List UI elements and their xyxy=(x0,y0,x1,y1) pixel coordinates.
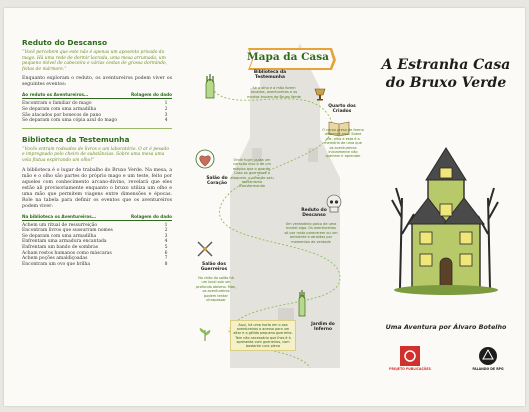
room-note-coracao: Onde fugir: pulsa um coração vivo à de um mágico que o guarde. Caso os guerreiros o ataquem, o coração saiu mecanismo transformando xyxy=(230,158,274,189)
row-event: Encontram o familiar do mago xyxy=(22,101,92,107)
room-label-jardim: Jardim do Inferno xyxy=(311,322,335,332)
row-roll: 3 xyxy=(164,112,168,118)
row-roll: 8 xyxy=(164,261,168,267)
row-roll: 4 xyxy=(164,118,168,124)
cover-subtitle: Uma Aventura por Álvaro Botelho xyxy=(385,323,507,331)
room-label-reduto: Reduto do Descanso xyxy=(301,208,327,218)
row-roll: 3 xyxy=(164,233,168,239)
map-title: Mapa da Casa xyxy=(247,51,329,63)
row-event: Encontram livros que sussurram nomes xyxy=(22,228,113,234)
row-event: Se deparam com uma armadilha xyxy=(22,233,97,239)
table-col-roll: Rolagem do dado xyxy=(130,213,172,219)
heart-organ-icon xyxy=(194,148,216,172)
table-row xyxy=(22,262,172,268)
room-label-quarto: Quarto dos Criados xyxy=(328,104,356,114)
map-title-wrap xyxy=(246,46,330,68)
body-biblioteca: A biblioteca é o lugar de trabalho do Bruxo Verde. Na mesa, a mão e o olho são partes do próprio mago e um teste, feito por aqueles com conhecimento arcano-divino, revelará que eles estão ali provisoriamente enquanto o bruxo utiliza um olho e uma mão que permitem viagens entre dimensões e épocas. Role na tabela para definir os eventos que os aventureiros podem viver: xyxy=(22,167,172,209)
cover-title-line2: do Bruxo Verde xyxy=(385,75,507,91)
chalice-icon xyxy=(312,86,328,102)
publisher-logo-label: PROJETO PUBLICAÇÕES xyxy=(389,367,431,371)
intro-reduto: “Você percebem que este não é apenas um aposento privado do mago. Há uma rede de dormir lacrada, uma mesa arrumada, um pequeno móvel de cabeceira e várias cestas de grossa dormindo, feitas de mármore.” xyxy=(22,50,167,72)
section-title-reduto: Reduto do Descanso xyxy=(22,38,108,47)
row-roll: 2 xyxy=(164,106,168,112)
house-map-panel xyxy=(190,8,366,406)
ghost-hand-icon xyxy=(200,72,220,100)
room-label-guerreiros: Salão dos Guerreiros xyxy=(200,262,228,272)
dice-logo-label: FALANDO DE RPG xyxy=(472,367,504,371)
cover-panel xyxy=(366,8,525,406)
left-column xyxy=(22,38,172,267)
room-note-biblioteca: Se a olho e a mão forem tocados, aventureiros e os mortos trocam de Bruxo Verde xyxy=(247,86,301,99)
booklet-sheet xyxy=(4,8,525,406)
table-col-roll: Rolagem do dado xyxy=(130,92,172,98)
room-label-coracao: Salão do Coração xyxy=(206,176,228,186)
room-note-guerreiros: No chão do salão há um local sob um profundo abismo. Mas, os aventureiros podem tentar ultrapassar xyxy=(196,276,236,303)
row-event: Achem um ritual de ressurreição xyxy=(22,222,98,228)
table-header-biblioteca xyxy=(22,214,172,221)
row-event: Acham restos humanos como máscaras xyxy=(22,250,112,256)
cover-title xyxy=(370,56,522,92)
room-note-reduto: Um verdadeiro palco de uma mortal algo. Os aventureiros só por rosto parecerem ou um ambiente e atraídas por momentos de verdade xyxy=(284,222,338,244)
table-col-event: Ao reduto os Aventureiros… xyxy=(22,92,89,98)
row-roll: 2 xyxy=(164,228,168,234)
row-roll: 4 xyxy=(164,239,168,245)
table-row xyxy=(22,118,172,124)
body-reduto: Enquanto exploram o reduto, os aventureiros podem viver os seguintes eventos: xyxy=(22,76,172,88)
table-col-event: Na biblioteca os Aventureiros… xyxy=(22,213,96,219)
row-roll: 1 xyxy=(164,222,168,228)
intro-biblioteca: “Vocês entram rodeados de livros e um laboratório. O ar é pesado e impregnado pelo cheiro de substâncias. Sobre uma mesa uma vela flutua espirrando um olho!” xyxy=(22,146,169,163)
row-event: Se deparam com uma cópia azul do mago xyxy=(22,118,118,124)
row-event: Encontram um ovo que brilha xyxy=(22,261,91,267)
divider xyxy=(22,128,172,129)
row-event: Se deparam com uma armadilha xyxy=(22,106,97,112)
row-event: Enfrentam uma armadura encantada xyxy=(22,239,107,245)
herb-icon xyxy=(196,326,214,342)
cover-title-line1: A Estranha Casa xyxy=(381,57,511,73)
row-roll: 1 xyxy=(164,101,168,107)
publisher-logo-icon xyxy=(400,346,420,366)
crossed-swords-icon xyxy=(196,240,214,258)
row-roll: 5 xyxy=(164,244,168,250)
row-event: Achem poções amaldiçoadas xyxy=(22,256,88,262)
room-note-quarto: O corpo preso de forma diferente aqui. Sobre ele, olha e esta é a memória de uma que os aventureiros inicialmente não queriam ir aprender xyxy=(322,128,364,159)
haunted-house-illustration xyxy=(390,138,502,298)
room-label-biblioteca: Biblioteca da Testemunha xyxy=(253,70,287,80)
room-note-jardim: Aqui, há uma horta em o aos aventureiros o acesso para um altar e a gélida pequena guerreira. Tem não necessário que lhes é à apresenta com guerreiros, com bastante cura plena xyxy=(230,320,296,351)
ghost-hand-icon xyxy=(294,288,310,318)
section-title-biblioteca: Biblioteca da Testemunha xyxy=(22,134,130,144)
dice-logo-icon xyxy=(478,346,498,366)
row-roll: 6 xyxy=(164,250,168,256)
row-roll: 7 xyxy=(164,256,168,262)
row-event: São atacados por bonecos de pano xyxy=(22,112,102,118)
table-header-reduto xyxy=(22,92,172,99)
row-event: Enfrentam um bando de sombras xyxy=(22,244,99,250)
